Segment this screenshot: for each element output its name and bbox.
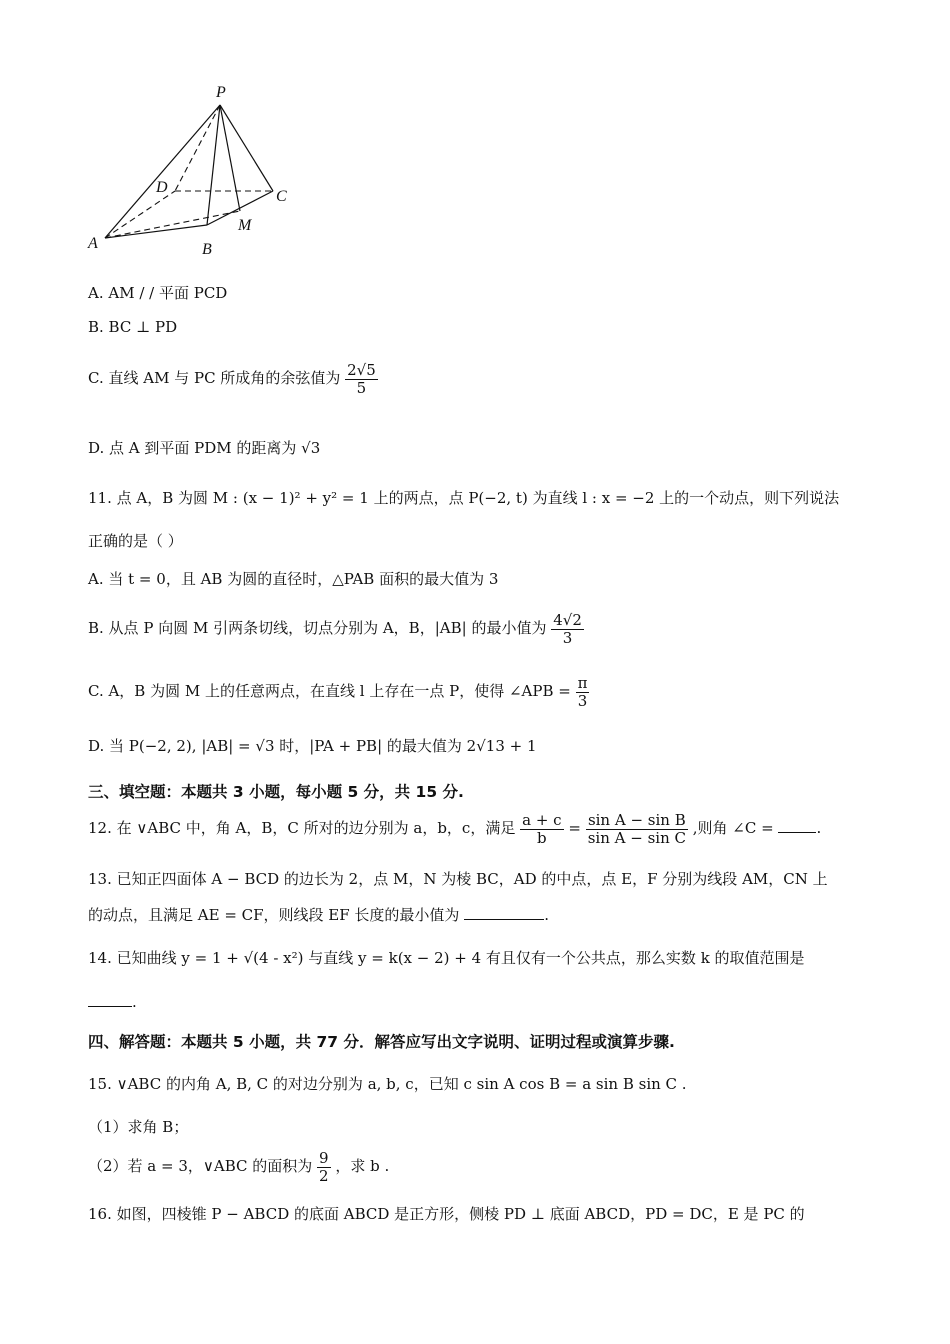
q10-option-c-text: C. 直线 AM 与 PC 所成角的余弦值为	[88, 369, 341, 387]
q12-fraction-2	[586, 812, 688, 846]
q10-option-b: B. BC ⊥ PD	[88, 318, 178, 336]
label-C: C	[276, 188, 287, 205]
label-B: B	[202, 241, 212, 258]
edge-PD	[175, 105, 220, 191]
q15-part2-text-post: ，求 b .	[335, 1157, 390, 1175]
q12-answer-blank[interactable]	[778, 832, 816, 833]
q12-end: .	[816, 819, 822, 837]
fraction-denominator: b	[537, 828, 547, 847]
q11-option-b-text: B. 从点 P 向圆 M 引两条切线，切点分别为 A，B，|AB| 的最小值为	[88, 619, 547, 637]
fraction-denominator: 2	[319, 1166, 329, 1185]
q12-text-post: ,则角 ∠C =	[692, 819, 774, 837]
section-3-heading: 三、填空题：本题共 3 小题，每小题 5 分，共 15 分.	[88, 783, 464, 801]
q12-equals: =	[568, 819, 581, 837]
q15-part2-fraction	[317, 1150, 331, 1184]
q11-option-d: D. 当 P(−2, 2), |AB| = √3 时，|PA + PB| 的最大值为 2√13 + 1	[88, 737, 537, 755]
fraction-denominator: 5	[356, 378, 367, 397]
section-4-heading: 四、解答题：本题共 5 小题，共 77 分．解答应写出文字说明、证明过程或演算步骤.	[88, 1033, 675, 1051]
q12-fraction-1	[520, 812, 563, 846]
q13-line2	[88, 904, 549, 925]
q11-stem-line1: 11. 点 A，B 为圆 M : (x − 1)² + y² = 1 上的两点，点 P(−2, t) 为直线 l : x = −2 上的一个动点，则下列说法	[88, 489, 840, 507]
q11-option-c-fraction	[576, 675, 590, 709]
q13-answer-blank[interactable]	[464, 919, 544, 920]
q15-part2	[88, 1150, 389, 1184]
q11-option-a: A. 当 t = 0，且 AB 为圆的直径时，△PAB 面积的最大值为 3	[88, 570, 499, 588]
q14-answer-blank[interactable]	[88, 1006, 132, 1007]
edge-AB	[105, 225, 207, 238]
q11-option-b	[88, 612, 584, 646]
q11-option-c	[88, 675, 589, 709]
edge-PB	[207, 105, 220, 225]
label-D: D	[156, 179, 168, 196]
fraction-numerator: 4√2	[553, 611, 582, 629]
q15-stem: 15. ∨ABC 的内角 A, B, C 的对边分别为 a, b, c，已知 c sin A cos B = a sin B sin C .	[88, 1075, 687, 1093]
q12	[88, 812, 821, 846]
q14-line1: 14. 已知曲线 y = 1 + √(4 - x²) 与直线 y = k(x − 2) + 4 有且仅有一个公共点，那么实数 k 的取值范围是	[88, 949, 805, 967]
q12-text: 12. 在 ∨ABC 中，角 A，B，C 所对的边分别为 a，b，c，满足	[88, 819, 516, 837]
q15-part1: （1）求角 B；	[88, 1118, 189, 1136]
q10-option-a: A. AM / / 平面 PCD	[88, 284, 228, 302]
q11-option-c-text: C. A，B 为圆 M 上的任意两点，在直线 l 上存在一点 P，使得 ∠APB =	[88, 682, 571, 700]
edge-PA	[105, 105, 220, 238]
q13-line2-text: 的动点，且满足 AE = CF，则线段 EF 长度的最小值为	[88, 906, 460, 924]
fraction-denominator: 3	[577, 691, 588, 710]
q10-option-d: D. 点 A 到平面 PDM 的距离为 √3	[88, 439, 321, 457]
fraction-numerator: 2√5	[347, 361, 376, 379]
fraction-numerator: 9	[319, 1149, 329, 1167]
fraction-numerator: sin A − sin B	[586, 812, 688, 830]
q13-end: .	[544, 906, 549, 924]
q11-option-b-fraction	[551, 612, 584, 646]
pyramid-figure	[80, 78, 310, 263]
q15-part2-text: （2）若 a = 3，∨ABC 的面积为	[88, 1157, 313, 1175]
label-P: P	[216, 84, 226, 101]
q10-option-c	[88, 362, 378, 396]
q11-stem-line2: 正确的是（ ）	[88, 532, 183, 550]
q10-option-c-fraction	[345, 362, 378, 396]
fraction-denominator: sin A − sin C	[587, 828, 686, 847]
fraction-numerator: a + c	[522, 811, 562, 829]
label-M: M	[238, 217, 252, 234]
q16-stem: 16. 如图，四棱锥 P − ABCD 的底面 ABCD 是正方形，侧棱 PD ⊥ 底面 ABCD，PD = DC，E 是 PC 的	[88, 1205, 805, 1223]
q14-line2	[88, 993, 137, 1011]
q13-line1: 13. 已知正四面体 A − BCD 的边长为 2，点 M，N 为棱 BC，AD 的中点，点 E，F 分别为线段 AM，CN 上	[88, 870, 828, 888]
q14-end: .	[132, 993, 137, 1011]
label-A: A	[88, 235, 98, 252]
fraction-denominator: 3	[562, 628, 573, 647]
fraction-numerator: π	[577, 674, 588, 692]
